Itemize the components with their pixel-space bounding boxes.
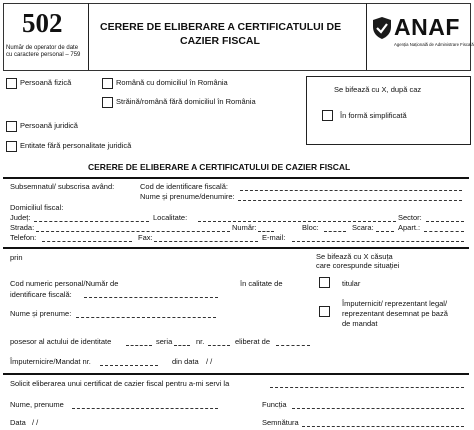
fax-field[interactable] [154, 241, 258, 242]
representative-bottom-rule [3, 373, 469, 375]
sector-field[interactable] [426, 221, 464, 222]
applicant-top-rule [3, 177, 469, 179]
applicant-bottom-rule [3, 247, 469, 249]
label-nr: nr. [196, 337, 205, 346]
solicit-field[interactable] [270, 387, 464, 388]
representative-note-1: Se bifează cu X căsuța [316, 252, 393, 261]
label-judet: Județ: [10, 213, 31, 222]
label-imputernicit-1: Împuternicit/ reprezentant legal/ [342, 299, 448, 308]
judet-field[interactable] [34, 221, 149, 222]
header-divider-left [88, 3, 89, 70]
label-seria: seria [156, 337, 173, 346]
checkbox-imputernicit[interactable] [319, 306, 330, 317]
label-imputernicit-2: reprezentant desemnat pe bază [342, 309, 448, 318]
form-title-line1: CERERE DE ELIBERARE A CERTIFICATULUI DE [100, 21, 342, 33]
functia-field[interactable] [292, 408, 464, 409]
label-romana: Română cu domiciliul în România [116, 78, 228, 87]
operator-note: Număr de operator de date cu caractere personal – 759 [6, 45, 81, 58]
form-type-note: Se bifează cu X, după caz [334, 85, 422, 94]
checkbox-straina[interactable] [102, 97, 113, 108]
shield-icon [372, 16, 392, 40]
apart-field[interactable] [424, 231, 464, 232]
semnatura-field[interactable] [302, 426, 464, 427]
email-field[interactable] [292, 241, 464, 242]
bloc-field[interactable] [324, 231, 346, 232]
checkbox-entitate[interactable] [6, 141, 17, 152]
nr-field[interactable] [208, 345, 230, 346]
nume-denumire-field[interactable] [238, 200, 462, 201]
label-titular: titular [342, 279, 361, 288]
label-cod-numeric-1: Cod numeric personal/Număr de [10, 279, 119, 288]
label-posesor: posesor al actului de identitate [10, 337, 112, 346]
strada-field[interactable] [36, 231, 230, 232]
label-numar: Număr: [232, 223, 257, 232]
label-domiciliul: Domiciliul fiscal: [10, 203, 64, 212]
telefon-field[interactable] [42, 241, 132, 242]
label-cod-identificare: Cod de identificare fiscală: [140, 182, 228, 191]
localitate-field[interactable] [198, 221, 396, 222]
label-prin: prin [10, 253, 23, 262]
label-telefon: Telefon: [10, 233, 37, 242]
din-data-field[interactable]: / / [206, 357, 213, 366]
scara-field[interactable] [376, 231, 394, 232]
label-sector: Sector: [398, 213, 422, 222]
representative-note-2: care corespunde situației [316, 261, 400, 270]
imputernicire-field[interactable] [100, 365, 158, 366]
label-forma-simplificata: În formă simplificată [340, 111, 407, 120]
label-strada: Strada: [10, 223, 35, 232]
label-bloc: Bloc: [302, 223, 319, 232]
label-nume-prenume-footer: Nume, prenume [10, 400, 64, 409]
label-in-calitate: în calitate de [240, 279, 283, 288]
header-divider-right [366, 3, 367, 70]
label-din-data: din data [172, 357, 199, 366]
anaf-logo [372, 12, 474, 56]
checkbox-romana[interactable] [102, 78, 113, 89]
label-fax: Fax: [138, 233, 153, 242]
eliberat-field[interactable] [276, 345, 310, 346]
logo-text: ANAF [394, 14, 460, 40]
checkbox-persoana-fizica[interactable] [6, 78, 17, 89]
label-data: Data [10, 418, 26, 427]
logo-subtitle: Agenția Națională de Administrare Fiscală [394, 42, 474, 47]
label-email: E-mail: [262, 233, 286, 242]
label-localitate: Localitate: [153, 213, 188, 222]
label-persoana-fizica: Persoană fizică [20, 78, 72, 87]
label-solicit: Solicit eliberarea unui certificat de cazier fiscal pentru a-mi servi la [10, 379, 230, 388]
cod-identificare-field[interactable] [240, 190, 462, 191]
data-field[interactable]: / / [32, 418, 39, 427]
label-eliberat: eliberat de [235, 337, 271, 346]
label-functia: Funcția [262, 400, 287, 409]
label-persoana-juridica: Persoană juridică [20, 121, 78, 130]
checkbox-forma-simplificata[interactable] [322, 110, 333, 121]
label-apart: Apart.: [398, 223, 421, 232]
checkbox-persoana-juridica[interactable] [6, 121, 17, 132]
label-imputernicire: Împuternicire/Mandat nr. [10, 357, 91, 366]
seria-field[interactable] [174, 345, 190, 346]
nume-prenume-footer-field[interactable] [72, 408, 218, 409]
label-nume-denumire: Nume și prenume/denumire: [140, 192, 235, 201]
label-subsemnatul: Subsemnatul/ subscrisa având: [10, 182, 115, 191]
label-scara: Scara: [352, 223, 374, 232]
label-semnatura: Semnătura [262, 418, 299, 427]
label-imputernicit-3: de mandat [342, 319, 378, 328]
checkbox-titular[interactable] [319, 277, 330, 288]
cod-numeric-field[interactable] [84, 297, 218, 298]
label-straina: Străină/română fără domiciliul în România [116, 97, 256, 106]
form-title-line2: CAZIER FISCAL [180, 35, 260, 47]
act-field-1[interactable] [126, 345, 152, 346]
label-nume-prenume-rep: Nume și prenume: [10, 309, 72, 318]
label-cod-numeric-2: identificare fiscală: [10, 290, 72, 299]
numar-field[interactable] [258, 231, 274, 232]
form-number: 502 [22, 8, 63, 38]
section-title: CERERE DE ELIBERARE A CERTIFICATULUI DE CAZIER FISCAL [88, 162, 351, 172]
label-entitate: Entitate fără personalitate juridică [20, 141, 132, 150]
nume-prenume-rep-field[interactable] [76, 317, 216, 318]
